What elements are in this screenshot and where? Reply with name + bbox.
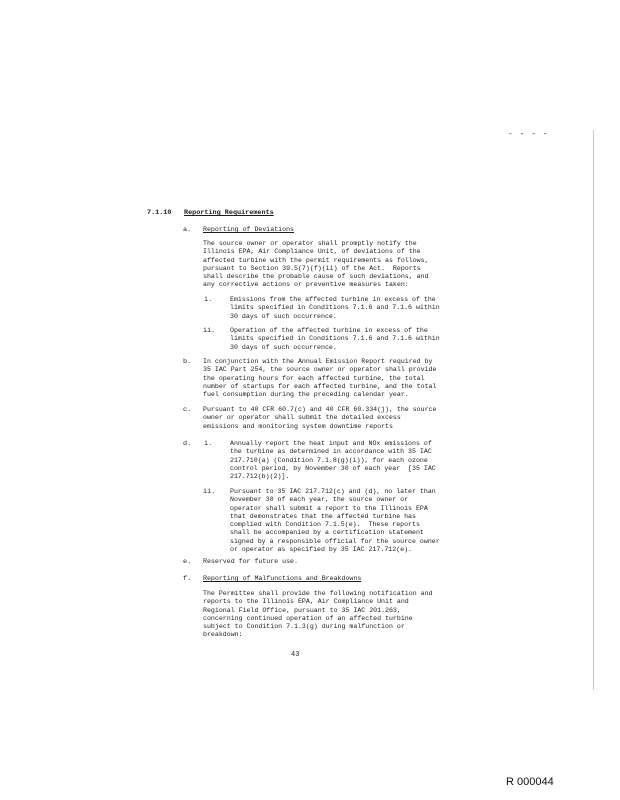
item-a-ii-body: Operation of the affected turbine in excess of the limits specified in Conditions 7.1.6 and 7.1.6 within 30 days of such occurrence. xyxy=(230,327,440,351)
header-mark: - - - - xyxy=(508,130,549,139)
item-d-ii-label: ii. xyxy=(203,488,216,496)
item-a-ii-label: ii. xyxy=(203,327,216,335)
page-number: 43 xyxy=(291,651,300,659)
item-d-ii-body: Pursuant to 35 IAC 217.712(c) and (d), no later than November 30 of each year, the source owner or operator shall submit a report to the Illinois EPA that demonstrates that the affected turbine has complied with Condition 7.1.5(e). These reports shall be accompanied by a certification statement signed by a responsible official for the source owner or operator as specified by 35 IAC 217.712(e). xyxy=(230,488,440,554)
item-f-label: f. xyxy=(183,575,192,583)
scan-edge-line xyxy=(593,130,594,690)
section-number: 7.1.10 xyxy=(147,209,172,217)
item-a-label: a. xyxy=(183,226,192,234)
item-e-body: Reserved for future use. xyxy=(203,558,298,565)
item-a-i-body: Emissions from the affected turbine in excess of the limits specified in Conditions 7.1.6 and 7.1.6 within 30 days of such occurrence. xyxy=(230,296,440,320)
section-title: Reporting Requirements xyxy=(184,209,274,217)
item-f-title: Reporting of Malfunctions and Breakdowns xyxy=(203,575,362,582)
item-c-label: c. xyxy=(183,406,192,414)
item-a-body: The source owner or operator shall promptly notify the Illinois EPA, Air Compliance Unit, of deviations of the affected turbine with the permit requirements as follows, pursuant to Section 39.5(7)(f)(ii) of the Act. Reports shall describe the probable cause of such deviations, and any corrective actions or preventive measures taken: xyxy=(203,240,429,289)
item-c-body: Pursuant to 40 CFR 60.7(c) and 40 CFR 60.334(j), the source owner or operator shall submit the detailed excess emissions and monitoring system downtime reports xyxy=(203,406,437,430)
bates-number: R 000044 xyxy=(506,776,554,788)
item-e-label: e. xyxy=(183,558,192,566)
item-a-i-label: i. xyxy=(204,296,213,304)
item-d-i-body: Annually report the heat input and NOx emissions of the turbine as determined in accordance with 35 IAC 217.710(a) (Condition 7.1.8(g)(i)), for each ozone control period, by November 30 of each year [35 IAC 217.712(b)(2)]. xyxy=(230,440,436,481)
item-d-label: d. xyxy=(183,440,192,448)
item-d-i-label: i. xyxy=(204,440,213,448)
item-b-body: In conjunction with the Annual Emission Report required by 35 IAC Part 254, the source owner or operator shall provide the operating hours for each affected turbine, the total number of startups for each affected turbine, and the total fuel consumption during the preceding calendar year. xyxy=(203,358,437,399)
item-f-body: The Permittee shall provide the following notification and reports to the Illinois EPA, Air Compliance Unit and Regional Field Office, pursuant to 35 IAC 201.263, concerning continued operation of an affected turbine subject to Condition 7.1.3(g) during malfunction or breakdown: xyxy=(203,590,433,639)
item-b-label: b. xyxy=(183,358,192,366)
item-a-title: Reporting of Deviations xyxy=(203,226,295,233)
